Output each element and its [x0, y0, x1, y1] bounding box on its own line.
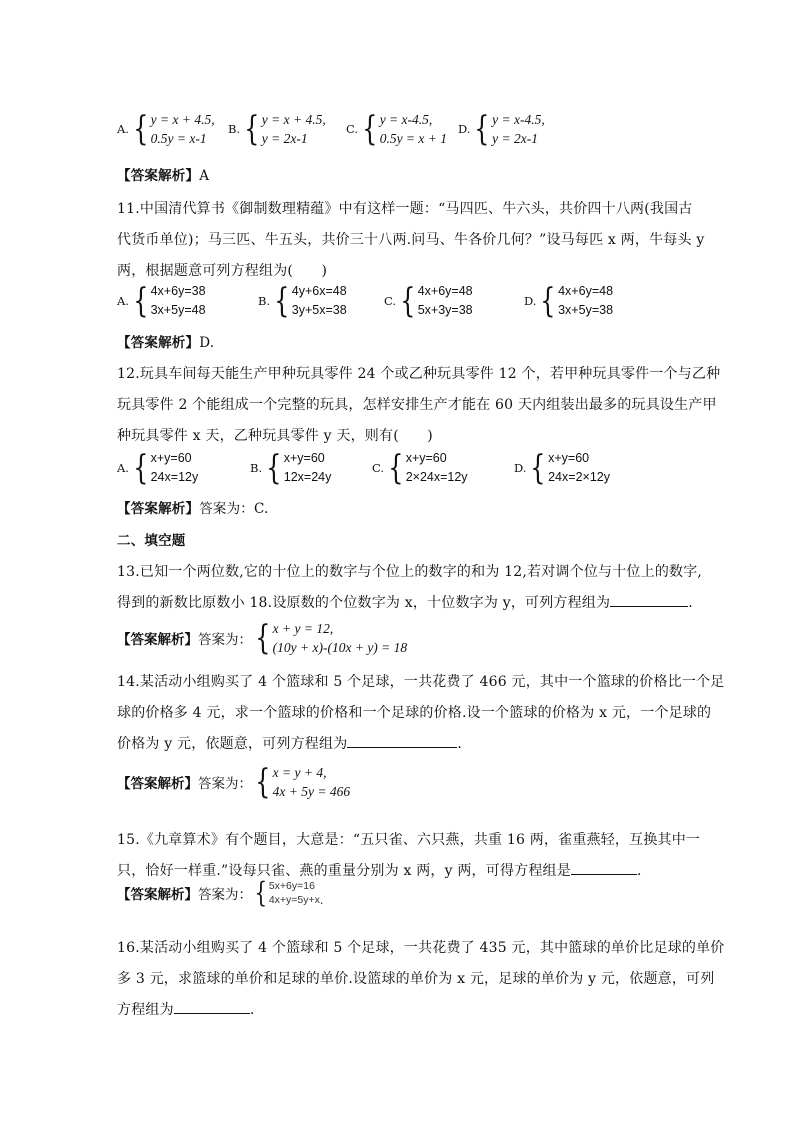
equation: 24x=12y [150, 470, 199, 484]
q11-option-d[interactable] [524, 282, 613, 320]
q12-answer [117, 497, 269, 517]
equation: x+y=60 [548, 451, 590, 465]
q14-text-line [117, 733, 462, 753]
option-label: B. [250, 461, 263, 475]
brace-icon: { [362, 109, 378, 149]
brace-icon: { [255, 618, 271, 658]
equation: x = y + 4, [272, 765, 327, 780]
option-label: B. [258, 294, 271, 308]
q12-text-line: 12.玩具车间每天能生产甲种玩具零件 24 个或乙种玩具零件 12 个，若甲种玩具零件一个与乙种 [117, 366, 721, 382]
equation: 24x=2×12y [548, 470, 610, 484]
answer-value: D. [199, 335, 215, 351]
answer-tag: 【答案解析】 [117, 168, 200, 184]
equation: 3x+5y=48 [150, 303, 206, 317]
q12-option-d[interactable] [514, 449, 610, 487]
q13-text-line: 13.已知一个两位数,它的十位上的数字与个位上的数字的和为 12,若对调个位与十位上的数字, [117, 564, 703, 580]
q15-text-line [117, 860, 642, 880]
q15-text: 只，恰好一样重.”设每只雀、燕的重量分别为 x 两，y 两，可得方程组是 [117, 863, 571, 879]
option-label: C. [372, 461, 385, 475]
answer-tag: 【答案解析】 [117, 501, 200, 517]
q14-text: 价格为 y 元，依题意，可列方程组为 [117, 736, 348, 752]
equation: 4x+6y=48 [558, 284, 614, 298]
brace-icon: { [274, 281, 290, 321]
equation: y = x-4.5, [379, 112, 433, 127]
answer-tag: 【答案解析】 [117, 335, 200, 351]
equation: x+y=60 [283, 451, 325, 465]
equation: 2×24x=12y [405, 470, 468, 484]
q16-text-line [117, 999, 254, 1019]
answer-value: 答案为：C. [199, 501, 269, 517]
option-label: A. [117, 122, 129, 136]
period: . [249, 1002, 255, 1018]
equation: 0.5y = x + 1 [379, 131, 448, 146]
q10-answer [117, 164, 209, 184]
equation: 12x=24y [283, 470, 332, 484]
period: . [636, 863, 642, 879]
q14-blank[interactable] [347, 733, 457, 748]
brace-icon: { [255, 762, 271, 802]
equation: y = 2x-1 [492, 131, 538, 146]
q12-option-b[interactable] [250, 449, 331, 487]
equation: 3y+5x=38 [291, 303, 347, 317]
option-label: C. [384, 294, 397, 308]
equation: x+y=60 [150, 451, 192, 465]
equation: 3x+5y=38 [558, 303, 614, 317]
q11-answer [117, 331, 214, 351]
period: . [319, 894, 324, 907]
q13-text: 得到的新数比原数小 18.设原数的个位数字为 x，十位数字为 y，可列方程组为 [117, 595, 611, 611]
equation: 0.5y = x-1 [150, 131, 207, 146]
q14-text-line: 14.某活动小组购买了 4 个篮球和 5 个足球，一共花费了 466 元，其中一个篮球的价格比一个足 [117, 674, 725, 690]
brace-icon: { [266, 448, 282, 488]
brace-icon: { [254, 876, 268, 909]
q16-text: 方程组为 [117, 1002, 174, 1018]
q16-text-line: 多 3 元，求篮球的单价和足球的单价.设篮球的单价为 x 元，足球的单价为 y 元，依题意，可列 [117, 971, 715, 987]
equation: 4x+y=5y+x [268, 894, 320, 906]
section-heading: 二、填空题 [117, 533, 186, 549]
brace-icon: { [388, 448, 404, 488]
q13-answer [117, 619, 407, 657]
brace-icon: { [540, 281, 556, 321]
option-label: D. [524, 294, 537, 308]
q10-option-c[interactable] [346, 110, 447, 148]
brace-icon: { [133, 109, 149, 149]
q15-blank[interactable] [571, 860, 637, 875]
q13-text-line [117, 592, 693, 612]
brace-icon: { [244, 109, 260, 149]
q11-option-a[interactable] [117, 282, 206, 320]
q11-option-b[interactable] [258, 282, 347, 320]
equation: 4x+6y=38 [150, 284, 206, 298]
option-label: A. [117, 461, 129, 475]
option-label: D. [458, 122, 471, 136]
brace-icon: { [400, 281, 416, 321]
period: . [688, 595, 693, 611]
brace-icon: { [474, 109, 490, 149]
option-label: A. [117, 294, 129, 308]
q15-answer [117, 876, 324, 909]
equation: y = x + 4.5, [150, 112, 215, 127]
q13-blank[interactable] [610, 592, 688, 607]
equation: 4y+6x=48 [291, 284, 347, 298]
answer-value: A [199, 168, 210, 184]
q14-text-line: 球的价格多 4 元，求一个篮球的价格和一个足球的价格.设一个篮球的价格为 x 元，一个足球的 [117, 705, 712, 721]
brace-icon: { [133, 448, 149, 488]
option-label: B. [228, 122, 241, 136]
period: . [457, 736, 463, 752]
q16-blank[interactable] [174, 999, 250, 1014]
q11-text-line: 代货币单位)；马三匹、牛五头，共价三十八两.问马、牛各价几何？”设马每匹 x 两，牛每头 y [117, 232, 705, 248]
answer-tag: 【答案解析】 [117, 776, 198, 792]
option-label: D. [514, 461, 527, 475]
equation: y = 2x-1 [261, 131, 308, 146]
q12-option-a[interactable] [117, 449, 198, 487]
q14-answer [117, 763, 350, 801]
equation: x+y=60 [405, 451, 447, 465]
equation: y = x + 4.5, [261, 112, 326, 127]
q12-option-c[interactable] [372, 449, 468, 487]
answer-prefix: 答案为： [198, 887, 252, 903]
answer-prefix: 答案为： [198, 632, 252, 648]
q10-option-d[interactable] [458, 110, 545, 148]
equation: 5x+6y=16 [268, 880, 315, 892]
equation: (10y + x)-(10x + y) = 18 [272, 640, 408, 655]
equation: y = x-4.5, [492, 112, 545, 127]
q15-text-line: 15.《九章算术》有个题目，大意是：“五只雀、六只燕，共重 16 两，雀重燕轻，互换其中一 [117, 832, 701, 848]
q11-option-c[interactable] [384, 282, 473, 320]
answer-tag: 【答案解析】 [117, 632, 198, 648]
option-label: C. [346, 122, 359, 136]
q12-text-line: 种玩具零件 x 天，乙种玩具零件 y 天，则有( ) [117, 428, 433, 444]
brace-icon: { [530, 448, 546, 488]
equation: x + y = 12, [272, 621, 334, 636]
brace-icon: { [133, 281, 149, 321]
q11-text-line: 11.中国清代算书《御制数理精蕴》中有这样一题：“马四匹、牛六头，共价四十八两(我国古 [117, 201, 693, 217]
q10-option-a[interactable] [117, 110, 215, 148]
q11-text-line: 两，根据题意可列方程组为( ) [117, 263, 328, 279]
equation: 4x+6y=48 [417, 284, 473, 298]
equation: 5x+3y=38 [417, 303, 473, 317]
answer-tag: 【答案解析】 [117, 887, 198, 903]
equation: 4x + 5y = 466 [272, 784, 351, 799]
q10-option-b[interactable] [228, 110, 326, 148]
q12-text-line: 玩具零件 2 个能组成一个完整的玩具，怎样安排生产才能在 60 天内组装出最多的玩具设生产甲 [117, 397, 717, 413]
answer-prefix: 答案为： [198, 776, 252, 792]
q16-text-line: 16.某活动小组购买了 4 个篮球和 5 个足球，一共花费了 435 元，其中篮球的单价比足球的单价 [117, 940, 725, 956]
